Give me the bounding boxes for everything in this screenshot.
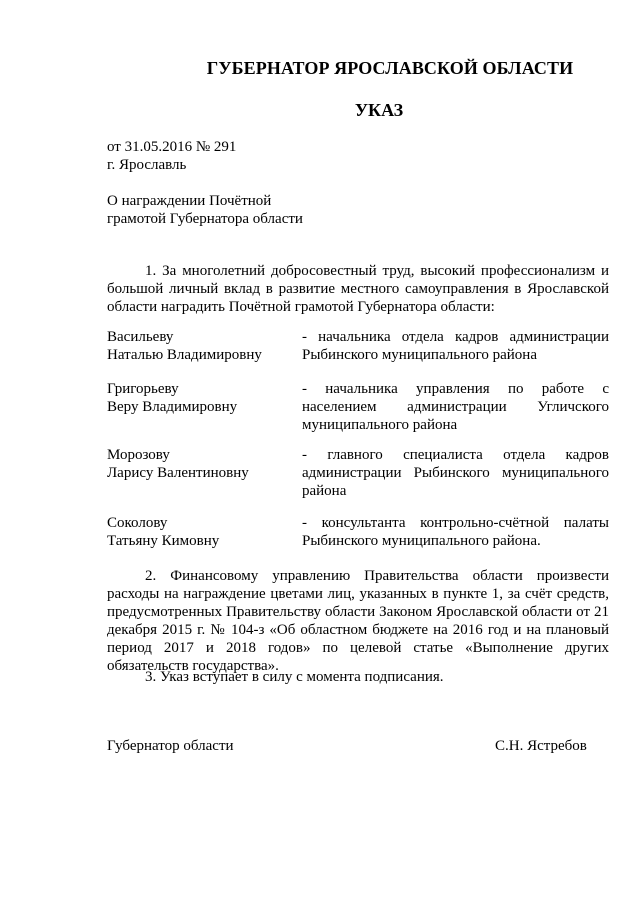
clause-1: 1. За многолетний добросовестный труд, высокий профессионализм и большой личный вклад в развитие местного самоуправления в Ярославской области наградить Почётной грамотой Губернатора области: <box>107 263 609 315</box>
clause-2: 2. Финансовому управлению Правительства области произвести расходы на награждение цветами лиц, указанных в пункте 1, за счёт средств, предусмотренных Правительству области Законом Ярославской области от 21 декабря 2015 г. № 104-з «Об областном бюджете на 2016 год и на плановый период 2017 и 2018 годов» по целевой статье «Выполнение других обязательств государства». <box>107 568 609 674</box>
city: г. Ярославль <box>107 157 187 173</box>
document-type: УКАЗ <box>354 100 404 120</box>
date-number: от 31.05.2016 № 291 <box>107 139 237 155</box>
awardee-1-name <box>107 328 292 364</box>
awardee-surname: Васильеву <box>107 329 174 345</box>
signature-name: С.Н. Ястребов <box>495 738 587 754</box>
awardee-1-position: - начальника отдела кадров администрации Рыбинского муниципального района <box>302 329 609 363</box>
awardee-4-position: - консультанта контрольно-счётной палаты Рыбинского муниципального района. <box>302 515 609 549</box>
awardee-surname: Соколову <box>107 515 168 531</box>
subject-line-1: О награждении Почётной <box>107 193 272 209</box>
clause-3: 3. Указ вступает в силу с момента подписания. <box>145 669 444 685</box>
awardee-given-name: Татьяну Кимовну <box>107 533 220 549</box>
awardee-4-name <box>107 514 292 550</box>
awardee-given-name: Ларису Валентиновну <box>107 465 249 481</box>
awardee-given-name: Веру Владимировну <box>107 399 238 415</box>
awardee-3-position: - главного специалиста отдела кадров администрации Рыбинского муниципального района <box>302 447 609 499</box>
awardee-2-position: - начальника управления по работе с населением администрации Угличского муниципального района <box>302 381 609 433</box>
awardee-given-name: Наталью Владимировну <box>107 347 262 363</box>
awardee-3-name <box>107 446 292 482</box>
signature-role: Губернатор области <box>107 738 234 754</box>
document-header-title: ГУБЕРНАТОР ЯРОСЛАВСКОЙ ОБЛАСТИ <box>206 58 574 78</box>
subject-line-2: грамотой Губернатора области <box>107 211 303 227</box>
awardee-surname: Морозову <box>107 447 170 463</box>
awardee-surname: Григорьеву <box>107 381 179 397</box>
awardee-2-name <box>107 380 292 416</box>
